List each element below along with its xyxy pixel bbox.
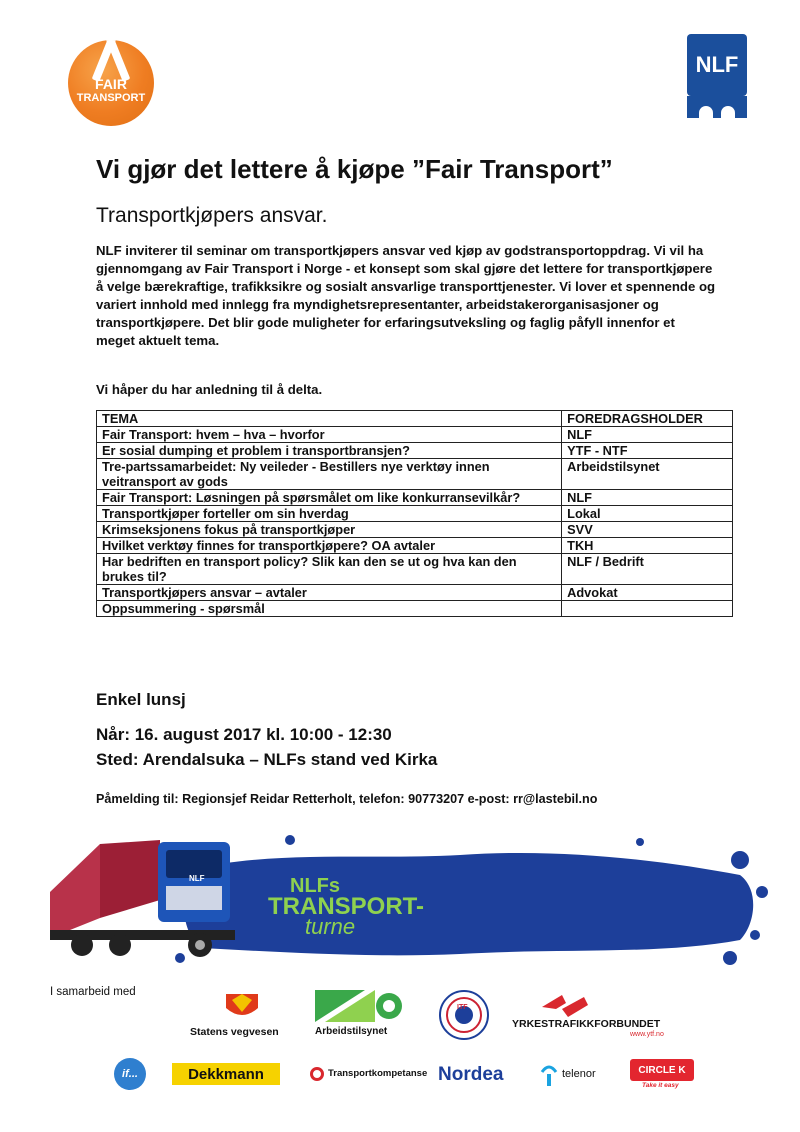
fair-transport-logo-line2: TRANSPORT <box>76 92 146 104</box>
topic-cell: Krimseksjonens fokus på transportkjøper <box>97 522 562 538</box>
nlf-logo-text: NLF <box>687 34 747 96</box>
crown-shield-icon <box>222 990 262 1022</box>
if-label: if... <box>122 1068 138 1080</box>
speaker-cell: Lokal <box>562 506 733 522</box>
lunch-text: Enkel lunsj <box>96 690 186 709</box>
speaker-cell <box>562 601 733 617</box>
table-row <box>97 538 733 554</box>
ytf-logo <box>512 995 682 1040</box>
itf-label: ITF <box>457 1004 468 1011</box>
blue-splash-shape <box>175 835 768 965</box>
table-header-row <box>97 411 733 427</box>
arbeidstilsynet-label: Arbeidstilsynet <box>315 1026 388 1037</box>
agenda-table <box>96 410 733 617</box>
topic-cell: Har bedriften en transport policy? Slik kan den se ut og hva kan den brukes til? <box>97 554 562 585</box>
invite-text: Vi håper du har anledning til å delta. <box>96 382 323 397</box>
table-row <box>97 554 733 585</box>
fair-transport-logo-line1: FAIR <box>95 76 127 92</box>
banner-line1: NLFs <box>290 875 340 897</box>
signup-contact: Påmelding til: Regionsjef Reidar Retterholt, telefon: 90773207 e-post: rr@lastebil.no <box>96 792 598 806</box>
table-row <box>97 490 733 506</box>
table-row <box>97 522 733 538</box>
topic-cell: Fair Transport: Løsningen på spørsmålet om like konkurransevilkår? <box>97 490 562 506</box>
transportkompetanse-label: Transportkompetanse <box>328 1068 428 1079</box>
circle-k-slogan: Take it easy <box>642 1082 679 1089</box>
topic-cell: Tre-partssamarbeidet: Ny veileder - Bestillers nye verktøy innen veitransport av gods <box>97 459 562 490</box>
banner-line2: TRANSPORT- <box>268 893 424 920</box>
topic-cell: Fair Transport: hvem – hva – hvorfor <box>97 427 562 443</box>
intro-paragraph: NLF inviterer til seminar om transportkjøpers ansvar ved kjøp av godstransportoppdrag. Vi vil ha gjennomgang av Fair Transport i Norge - et konsept som skal gjøre det lettere for transportkjøpere å velge bærekraftige, trafikksikre og sosialt ansvarlige transporttjenester. Vi lover et spennende og variert innhold med innlegg fra myndighetsrepresentanter, arbeidstakerorganisasjoner og transportkjøpere. Det blir gode muligheter for erfaringsutveksling og faglig påfyll innenfor et meget aktuelt tema. <box>96 243 716 348</box>
table-row <box>97 427 733 443</box>
telenor-label: telenor <box>562 1068 596 1080</box>
banner-line3: turne <box>305 914 356 939</box>
header-tema: TEMA <box>97 411 562 427</box>
transportkompetanse-logo <box>310 1064 428 1086</box>
topic-cell: Er sosial dumping et problem i transportbransjen? <box>97 443 562 459</box>
circle-k-logo <box>630 1059 694 1091</box>
partners-intro: I samarbeid med <box>50 986 136 998</box>
table-row <box>97 506 733 522</box>
topic-cell: Hvilket verktøy finnes for transportkjøpere? OA avtaler <box>97 538 562 554</box>
table-row <box>97 585 733 601</box>
telenor-logo <box>540 1062 610 1088</box>
event-location: Sted: Arendalsuka – NLFs stand ved Kirka <box>96 750 438 769</box>
nlf-logo <box>687 34 747 118</box>
itf-logo <box>435 990 493 1040</box>
topic-cell: Oppsummering - spørsmål <box>97 601 562 617</box>
dekkmann-label: Dekkmann <box>188 1065 264 1083</box>
statens-vegvesen-label: Statens vegvesen <box>190 1026 279 1038</box>
table-row <box>97 443 733 459</box>
arbeidstilsynet-icon <box>315 990 403 1022</box>
dekkmann-logo <box>172 1063 280 1085</box>
itf-emblem-icon <box>435 990 493 1040</box>
header-foredragsholder: FOREDRAGSHOLDER <box>562 411 733 427</box>
nordea-logo <box>438 1062 518 1088</box>
transport-turne-banner <box>40 830 770 980</box>
speaker-cell: Advokat <box>562 585 733 601</box>
table-row <box>97 601 733 617</box>
circle-k-label: CIRCLE K <box>638 1064 686 1076</box>
speaker-cell: YTF - NTF <box>562 443 733 459</box>
fair-transport-logo <box>68 40 154 126</box>
nordea-label: Nordea <box>438 1064 504 1085</box>
table-row <box>97 459 733 490</box>
speaker-cell: Arbeidstilsynet <box>562 459 733 490</box>
ytf-arrows-icon <box>542 995 592 1017</box>
statens-vegvesen-logo <box>190 990 300 1040</box>
if-logo <box>114 1058 146 1090</box>
telenor-icon <box>540 1064 558 1086</box>
page-subtitle: Transportkjøpers ansvar. <box>96 204 328 227</box>
speaker-cell: NLF <box>562 427 733 443</box>
truck-label: NLF <box>189 874 205 883</box>
truck-graphic <box>50 840 235 957</box>
speaker-cell: NLF <box>562 490 733 506</box>
ytf-label: YRKESTRAFIKKFORBUNDET <box>512 1018 661 1030</box>
topic-cell: Transportkjøper forteller om sin hverdag <box>97 506 562 522</box>
speaker-cell: TKH <box>562 538 733 554</box>
transportkompetanse-icon <box>310 1067 324 1081</box>
ytf-url: www.ytf.no <box>630 1031 664 1038</box>
page-title: Vi gjør det lettere å kjøpe ”Fair Transport” <box>96 154 613 184</box>
event-time: Når: 16. august 2017 kl. 10:00 - 12:30 <box>96 725 392 744</box>
arbeidstilsynet-logo <box>315 990 415 1040</box>
topic-cell: Transportkjøpers ansvar – avtaler <box>97 585 562 601</box>
speaker-cell: SVV <box>562 522 733 538</box>
speaker-cell: NLF / Bedrift <box>562 554 733 585</box>
